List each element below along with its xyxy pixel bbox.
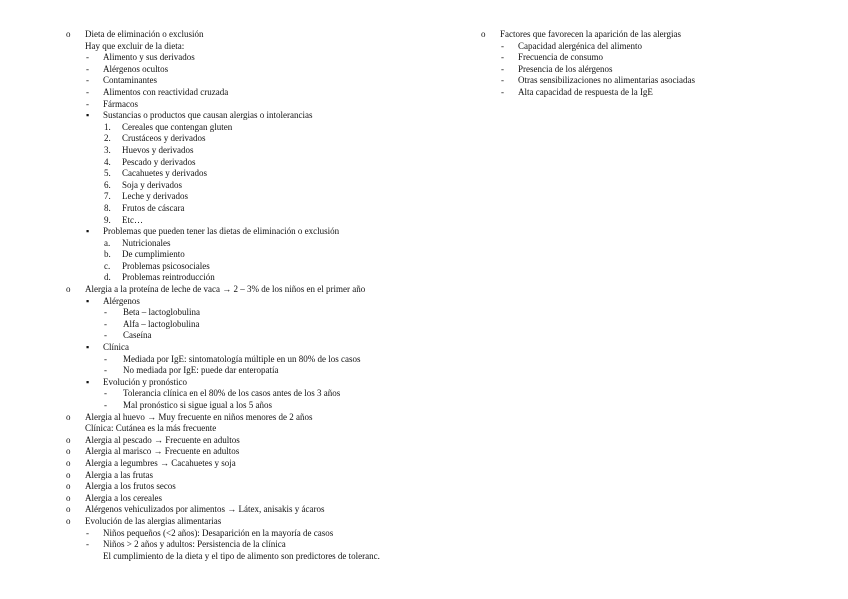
list-marker: - — [104, 388, 107, 399]
list-item-text: Alérgenos — [103, 295, 140, 306]
list-item-text: Alergia a los cereales — [85, 492, 163, 503]
list-item — [66, 528, 466, 540]
list-marker: o — [66, 504, 71, 515]
list-item — [66, 75, 466, 87]
list-item-text: Factores que favorecen la aparición de las alergias — [500, 29, 681, 39]
list-item — [66, 516, 466, 528]
list-marker: 9. — [104, 214, 111, 225]
list-item — [66, 99, 466, 111]
list-item-text: Alergia a legumbres → Cacahuetes y soja — [85, 457, 236, 468]
list-item-text: Alimentos con reactividad cruzada — [103, 86, 229, 97]
list-item — [66, 365, 466, 377]
right-column — [481, 29, 821, 99]
list-item-text: Capacidad alergénica del alimento — [518, 40, 643, 51]
list-item-text: Pescado y derivados — [122, 156, 196, 167]
list-marker: 8. — [104, 202, 111, 213]
list-item-text: De cumplimiento — [122, 249, 185, 260]
list-marker: - — [501, 63, 504, 74]
list-marker: - — [86, 98, 89, 109]
list-item-text: Otras sensibilizaciones no alimentarias asociadas — [518, 75, 695, 86]
list-item — [66, 400, 466, 412]
list-item-text: Alimento y sus derivados — [103, 52, 195, 63]
list-item-text: Alergia a las frutas — [85, 469, 154, 480]
list-item — [66, 145, 466, 157]
list-marker: - — [104, 307, 107, 318]
list-item-text: Caseína — [123, 330, 152, 341]
list-item-text: Frecuencia de consumo — [518, 52, 603, 63]
list-item-text: Mal pronóstico si sigue igual a los 5 años — [123, 400, 272, 410]
list-marker: 6. — [104, 179, 111, 190]
list-item — [481, 87, 821, 99]
list-item — [66, 493, 466, 505]
list-marker: o — [481, 29, 486, 39]
list-marker: d. — [104, 272, 111, 283]
list-item — [66, 296, 466, 308]
list-item — [66, 226, 466, 238]
list-item-text: Problemas reintroducción — [122, 272, 215, 283]
list-marker: c. — [104, 260, 111, 271]
list-item-text: Leche y derivados — [122, 191, 188, 202]
list-marker: o — [66, 469, 71, 480]
list-item-text: Beta – lactoglobulina — [123, 307, 200, 318]
list-marker: - — [86, 527, 89, 538]
list-marker: a. — [104, 237, 111, 248]
list-item — [66, 504, 466, 516]
list-marker: - — [86, 86, 89, 97]
list-marker: ▪ — [86, 295, 90, 306]
list-marker: 1. — [104, 121, 111, 132]
list-marker: 5. — [104, 168, 111, 179]
list-item-text: Cacahuetes y derivados — [122, 168, 207, 179]
list-item-text: Alergia a los frutos secos — [85, 481, 176, 492]
list-item — [66, 446, 466, 458]
list-item-text: Fármacos — [103, 98, 138, 109]
list-item — [66, 377, 466, 389]
list-item-text: Problemas que pueden tener las dietas de eliminación o exclusión — [103, 226, 340, 237]
list-item — [66, 354, 466, 366]
list-item-text: El cumplimiento de la dieta y el tipo de alimento son predictores de toleranc. — [103, 550, 380, 561]
list-item — [66, 87, 466, 99]
list-item — [66, 261, 466, 273]
list-item — [481, 29, 821, 41]
list-marker: - — [104, 365, 107, 376]
list-item — [66, 423, 466, 435]
list-marker: - — [104, 400, 107, 410]
list-marker: ▪ — [86, 226, 90, 237]
list-marker: o — [66, 481, 71, 492]
list-item — [66, 435, 466, 447]
list-marker: o — [66, 434, 71, 445]
list-item — [66, 52, 466, 64]
list-item — [66, 64, 466, 76]
list-item — [66, 157, 466, 169]
list-item — [66, 191, 466, 203]
list-item-text: Alérgenos ocultos — [103, 63, 169, 74]
list-item — [66, 272, 466, 284]
list-item — [66, 551, 466, 563]
list-marker: - — [86, 63, 89, 74]
list-item-text: Contaminantes — [103, 75, 157, 86]
list-item — [66, 539, 466, 551]
list-item-text: Crustáceos y derivados — [122, 133, 206, 144]
list-item — [66, 168, 466, 180]
list-item — [66, 122, 466, 134]
list-item-text: Dieta de eliminación o exclusión — [85, 29, 204, 39]
list-item — [481, 64, 821, 76]
list-item-text: Cereales que contengan gluten — [122, 121, 233, 132]
list-item — [66, 470, 466, 482]
list-marker: - — [86, 52, 89, 63]
list-item — [66, 284, 466, 296]
list-item-text: Etc… — [122, 214, 143, 225]
list-item-text: Alta capacidad de respuesta de la IgE — [518, 86, 653, 97]
list-item-text: Alergia al marisco → Frecuente en adultos — [85, 446, 240, 457]
list-marker: b. — [104, 249, 111, 260]
list-item-text: Frutos de cáscara — [122, 202, 185, 213]
list-item-text: Problemas psicosociales — [122, 260, 210, 271]
list-marker: ▪ — [86, 376, 90, 387]
list-item-text: Presencia de los alérgenos — [518, 63, 613, 74]
list-item-text: Tolerancia clínica en el 80% de los casos antes de los 3 años — [123, 388, 341, 399]
list-marker: - — [104, 353, 107, 364]
list-marker: - — [104, 330, 107, 341]
list-item — [66, 110, 466, 122]
list-marker: 4. — [104, 156, 111, 167]
list-item — [481, 41, 821, 53]
list-marker: - — [501, 40, 504, 51]
list-item — [481, 52, 821, 64]
list-item — [66, 412, 466, 424]
list-marker: ▪ — [86, 110, 90, 121]
list-item — [66, 29, 466, 41]
list-marker: - — [501, 86, 504, 97]
list-item-text: Evolución de las alergias alimentarias — [85, 515, 222, 526]
list-item — [66, 388, 466, 400]
list-marker: o — [66, 457, 71, 468]
list-item-text: Alergia al huevo → Muy frecuente en niños menores de 2 años — [85, 411, 313, 422]
list-item-text: Alergia a la proteína de leche de vaca → 2 – 3% de los niños en el primer año — [85, 284, 366, 295]
list-item-text: Clínica: Cutánea es la más frecuente — [85, 423, 217, 434]
list-item-text: Evolución y pronóstico — [103, 376, 187, 387]
list-item — [66, 319, 466, 331]
list-item-text: Alergia al pescado → Frecuente en adultos — [85, 434, 240, 445]
list-marker: o — [66, 515, 71, 526]
list-item-text: No mediada por IgE: puede dar enteropatía — [123, 365, 279, 376]
list-item-text: Soja y derivados — [122, 179, 182, 190]
list-item — [66, 458, 466, 470]
list-item — [66, 342, 466, 354]
list-item-text: Niños > 2 años y adultos: Persistencia de la clínica — [103, 539, 286, 550]
list-marker: 3. — [104, 144, 111, 155]
list-marker: - — [86, 539, 89, 550]
list-marker: - — [104, 318, 107, 329]
list-item — [66, 249, 466, 261]
list-item — [66, 307, 466, 319]
list-marker: o — [66, 29, 71, 39]
list-marker: 7. — [104, 191, 111, 202]
list-item — [66, 215, 466, 227]
list-marker: o — [66, 492, 71, 503]
list-item-text: Niños pequeños (<2 años): Desaparición en la mayoría de casos — [103, 527, 334, 538]
list-item-text: Huevos y derivados — [122, 144, 194, 155]
list-item-text: Nutricionales — [122, 237, 171, 248]
list-marker: 2. — [104, 133, 111, 144]
list-item — [66, 330, 466, 342]
list-marker: o — [66, 411, 71, 422]
list-item — [66, 203, 466, 215]
list-item-text: Sustancias o productos que causan alergias o intolerancias — [103, 110, 313, 121]
list-item-text: Hay que excluir de la dieta: — [85, 40, 185, 51]
list-marker: o — [66, 446, 71, 457]
list-item-text: Alérgenos vehiculizados por alimentos → Látex, anisakis y ácaros — [85, 504, 325, 515]
list-item — [481, 75, 821, 87]
list-marker: - — [501, 52, 504, 63]
list-marker: o — [66, 284, 71, 295]
list-item — [66, 133, 466, 145]
list-item — [66, 238, 466, 250]
list-item — [66, 41, 466, 53]
list-item — [66, 481, 466, 493]
list-item — [66, 180, 466, 192]
list-marker: - — [501, 75, 504, 86]
list-item-text: Mediada por IgE: sintomatología múltiple en un 80% de los casos — [123, 353, 361, 364]
list-marker: ▪ — [86, 342, 90, 353]
list-marker: - — [86, 75, 89, 86]
left-column — [66, 29, 466, 562]
list-item-text: Clínica — [103, 342, 129, 353]
list-item-text: Alfa – lactoglobulina — [123, 318, 200, 329]
